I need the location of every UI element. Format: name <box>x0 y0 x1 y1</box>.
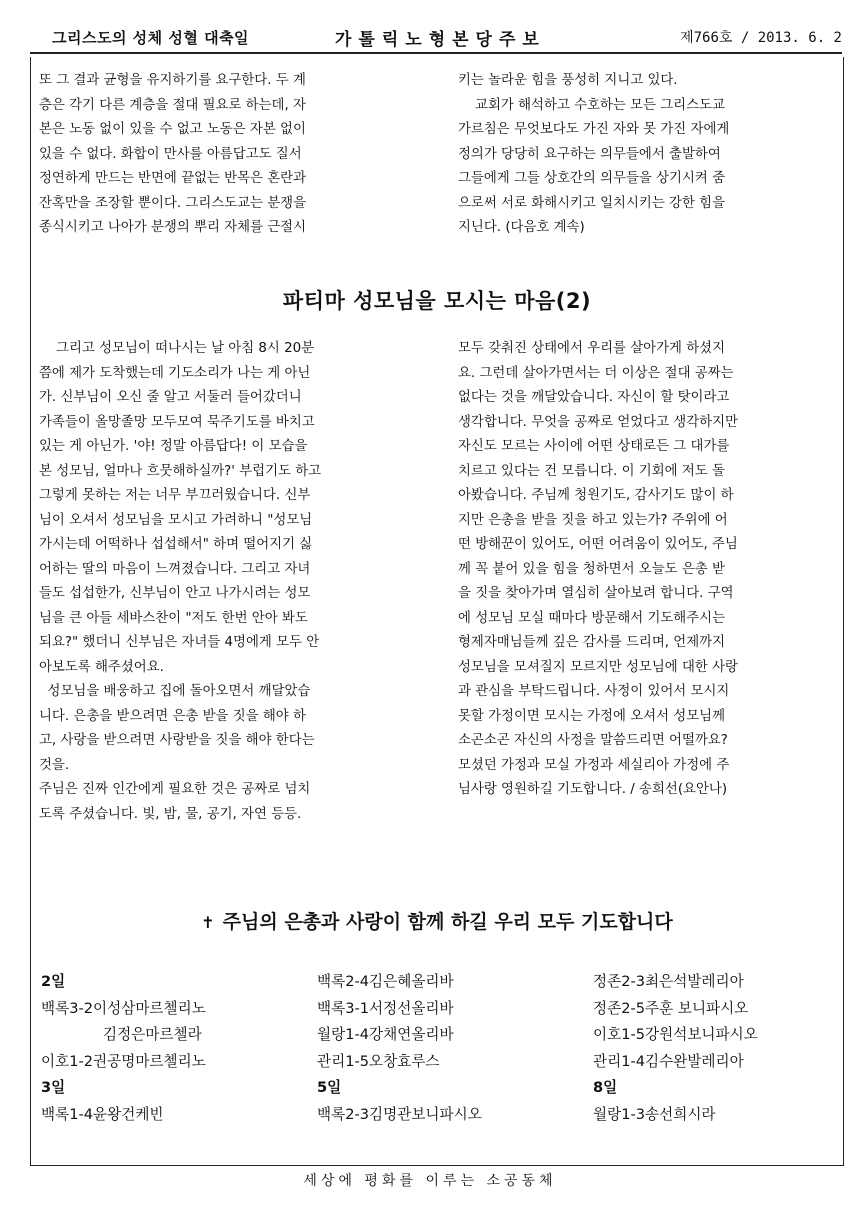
article-title: 파티마 성모님을 모시는 마음(2) <box>282 289 592 313</box>
schedule-column-3 <box>593 969 758 1128</box>
text-line: 어하는 딸의 마음이 느껴졌습니다. 그리고 자녀 <box>39 561 311 577</box>
text-line: 층은 각기 다른 계층을 절대 필요로 하는데, 자 <box>39 97 306 113</box>
schedule-column-1 <box>41 969 206 1128</box>
schedule-day: 2일 <box>41 973 66 990</box>
schedule-entry: 월랑1-3송선희시라 <box>593 1105 716 1123</box>
schedule-day: 5일 <box>317 1079 342 1096</box>
text-line: 으로써 서로 화해시키고 일치시키는 강한 힘을 <box>458 195 726 211</box>
cross-icon: ✝ <box>201 913 215 932</box>
text-line: 가시는데 어떡하나 섭섭해서" 하며 떨어지기 싫 <box>39 537 313 552</box>
text-line: 없다는 것을 깨달았습니다. 자신이 할 탓이라고 <box>458 390 730 405</box>
text-line: 것을. <box>39 757 70 773</box>
prayer-intention <box>31 907 843 934</box>
text-line: 모두 갖춰진 상태에서 우리를 살아가게 하셨지 <box>458 341 726 356</box>
text-line: 지만 은총을 받을 짓을 하고 있는가? 주위에 어 <box>458 512 728 528</box>
schedule-entry: 백록2-4김은혜올리바 <box>317 973 454 990</box>
page-frame <box>30 57 844 1166</box>
text-line: 본 성모님, 얼마나 흐뭇해하실까?' 부럽기도 하고 <box>39 463 322 479</box>
text-line: 들도 섭섭한가, 신부님이 안고 나가시려는 성모 <box>39 586 311 601</box>
bulletin-name: 가톨릭노형본당주보 <box>335 30 546 50</box>
continuation-right-column <box>458 69 729 241</box>
text-line: 모셨던 가정과 모실 가정과 세실리아 가정에 주 <box>458 757 730 773</box>
text-line: 자신도 모르는 사이에 어떤 상태로든 그 대가를 <box>458 439 730 454</box>
text-line: 교회가 해석하고 수호하는 모든 그리스도교 <box>458 97 725 113</box>
text-line: 아보도록 해주셨어요. <box>39 659 164 675</box>
footer-motto: 세상에 평화를 이루는 소공동체 <box>303 1173 557 1189</box>
text-line: 본은 노동 없이 있을 수 없고 노동은 자본 없이 <box>39 122 306 137</box>
schedule-column-2 <box>317 969 482 1128</box>
bulletin-header <box>30 22 842 54</box>
schedule-entry: 정존2-5주훈 보니파시오 <box>593 999 749 1017</box>
text-line: 떤 방해꾼이 있어도, 어떤 어려움이 있어도, 주님 <box>458 537 738 552</box>
text-line: 가족들이 올망졸망 모두모여 묵주기도를 바치고 <box>39 414 315 430</box>
prayer-text: 주님의 은총과 사랑이 함께 하길 우리 모두 기도합니다 <box>222 911 673 933</box>
text-line: 있는 게 아닌가. '야! 정말 아름답다! 이 모습을 <box>39 439 308 454</box>
text-line: 가르침은 무엇보다도 가진 자와 못 가진 자에게 <box>458 122 730 137</box>
text-line: 또 그 결과 균형을 유지하기를 요구한다. 두 계 <box>39 73 306 88</box>
schedule-entry: 정존2-3최은석발레리아 <box>593 973 744 990</box>
text-line: 지닌다. (다음호 계속) <box>458 220 585 235</box>
schedule-entry: 관리1-4김수완발레리아 <box>593 1052 744 1070</box>
text-line: 님사랑 영원하길 기도합니다. / 송희선(요안나) <box>458 782 728 797</box>
text-line: 고, 사랑을 받으려면 사랑받을 짓을 해야 한다는 <box>39 733 315 748</box>
text-line: 성모님을 모셔질지 모르지만 성모님에 대한 사랑 <box>458 659 738 675</box>
text-line: 아봤습니다. 주님께 청원기도, 감사기도 많이 하 <box>458 488 734 503</box>
text-line: 을 짓을 찾아가며 열심히 살아보려 합니다. 구역 <box>458 586 734 601</box>
text-line: 과 관심을 부탁드립니다. 사정이 있어서 모시지 <box>458 684 730 699</box>
text-line: 가. 신부님이 오신 줄 알고 서둘러 들어갔더니 <box>39 390 302 405</box>
schedule-day: 8일 <box>593 1079 618 1096</box>
issue-number-date: 제766호 / 2013. 6. 2 <box>680 30 842 46</box>
text-line: 키는 놀라운 힘을 풍성히 지니고 있다. <box>458 73 678 88</box>
text-line: 잔혹만을 조장할 뿐이다. 그리스도교는 분쟁을 <box>39 195 307 211</box>
text-line: 그리고 성모님이 떠나시는 날 아침 8시 20분 <box>39 341 315 356</box>
schedule-day: 3일 <box>41 1079 66 1096</box>
text-line: 정의가 당당히 요구하는 의무들에서 출발하여 <box>458 146 721 162</box>
text-line: 니다. 은총을 받으려면 은총 받을 짓을 해야 하 <box>39 708 306 724</box>
text-line: 되요?" 했더니 신부님은 자녀들 4명에게 모두 안 <box>39 635 320 650</box>
schedule-entry: 이호1-2권공명마르첼리노 <box>41 1052 206 1070</box>
text-line: 생각합니다. 무엇을 공짜로 얻었다고 생각하지만 <box>458 414 738 430</box>
text-line: 치르고 있다는 건 모릅니다. 이 기회에 저도 돌 <box>458 463 725 479</box>
text-line: 요. 그런데 살아가면서는 더 이상은 절대 공짜는 <box>458 365 734 381</box>
schedule-entry: 김정은마르첼라 <box>103 1026 202 1043</box>
text-line: 정연하게 만드는 반면에 끝없는 반목은 혼란과 <box>39 171 307 186</box>
text-line: 쯤에 제가 도착했는데 기도소리가 나는 게 아닌 <box>39 365 311 381</box>
text-line: 주님은 진짜 인간에게 필요한 것은 공짜로 넘치 <box>39 782 311 797</box>
text-line: 도록 주셨습니다. 빛, 밤, 물, 공기, 자연 등등. <box>39 806 302 822</box>
article-left-column <box>39 337 321 827</box>
schedule-entry: 백록3-2이성삼마르첼리노 <box>41 999 206 1017</box>
text-line: 님을 큰 아들 세바스찬이 "저도 한번 안아 봐도 <box>39 610 308 626</box>
text-line: 종식시키고 나아가 분쟁의 뿌리 자체를 근절시 <box>39 220 307 235</box>
text-line: 형제자매님들께 깊은 감사를 드리며, 언제까지 <box>458 635 726 650</box>
text-line: 께 꼭 붙어 있을 힘을 청하면서 오늘도 은총 받 <box>458 561 725 577</box>
text-line: 에 성모님 모실 때마다 방문해서 기도해주시는 <box>458 610 726 626</box>
schedule-entry: 백록3-1서정선올리바 <box>317 999 454 1017</box>
text-line: 못할 가정이면 모시는 가정에 오셔서 성모님께 <box>458 708 726 724</box>
feast-title: 그리스도의 성체 성혈 대축일 <box>52 29 250 47</box>
article-right-column <box>458 337 738 803</box>
text-line: 그렇게 못하는 저는 너무 부끄러웠습니다. 신부 <box>39 488 311 503</box>
schedule-entry: 월랑1-4강채연올리바 <box>317 1026 454 1043</box>
schedule-entry: 백록1-4윤왕건케빈 <box>41 1105 164 1123</box>
text-line: 그들에게 그들 상호간의 의무들을 상기시켜 줌 <box>458 171 726 186</box>
continuation-left-column <box>39 69 306 241</box>
text-line: 있을 수 없다. 화합이 만사를 아름답고도 질서 <box>39 146 302 162</box>
text-line: 님이 오셔서 성모님을 모시고 가려하니 "성모님 <box>39 512 313 528</box>
schedule-entry: 관리1-5오창효루스 <box>317 1052 440 1070</box>
schedule-entry: 백록2-3김명관보니파시오 <box>317 1105 482 1123</box>
schedule-entry: 이호1-5강원석보니파시오 <box>593 1026 758 1043</box>
text-line: 소곤소곤 자신의 사정을 말씀드리면 어떨까요? <box>458 733 728 748</box>
text-line: 성모님을 배웅하고 집에 돌아오면서 깨달았습 <box>39 684 311 699</box>
